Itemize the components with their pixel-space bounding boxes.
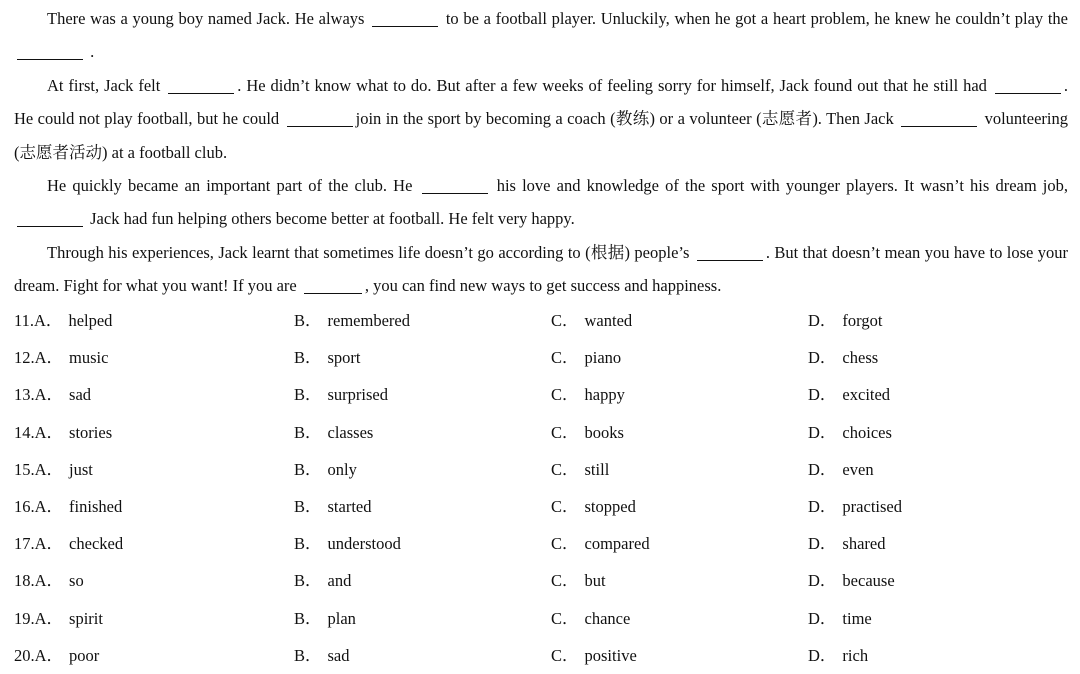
option-d bbox=[808, 637, 868, 674]
option-d bbox=[808, 488, 902, 525]
paragraph-4 bbox=[14, 236, 1068, 303]
option-c bbox=[551, 376, 625, 413]
option-text: rich bbox=[842, 645, 869, 665]
option-letter: A． bbox=[34, 496, 64, 516]
passage-text: . He didn’t know what to do. But after a few weeks of feeling sorry for himself, Jack found out that he still had bbox=[237, 75, 987, 95]
option-letter: D． bbox=[808, 311, 837, 330]
option-text: choices bbox=[842, 422, 892, 442]
blank-20 bbox=[304, 276, 362, 294]
option-text: remembered bbox=[327, 311, 410, 330]
option-letter: A． bbox=[34, 571, 64, 591]
option-d bbox=[808, 451, 874, 488]
option-text: even bbox=[842, 459, 874, 479]
option-letter: D． bbox=[808, 571, 837, 591]
question-row bbox=[14, 376, 1074, 413]
option-text: helped bbox=[68, 311, 113, 330]
option-text: chance bbox=[584, 608, 631, 628]
option-text: finished bbox=[69, 496, 123, 516]
option-c bbox=[551, 339, 621, 376]
option-letter: A． bbox=[34, 348, 64, 368]
option-c bbox=[551, 562, 606, 599]
option-text: and bbox=[327, 571, 352, 591]
option-letter: D． bbox=[808, 534, 837, 554]
passage-text: At first, Jack felt bbox=[47, 75, 161, 95]
option-letter: B． bbox=[294, 608, 322, 628]
paragraph-3 bbox=[14, 169, 1068, 236]
option-a bbox=[14, 600, 103, 637]
option-c bbox=[551, 488, 636, 525]
option-c bbox=[551, 414, 624, 451]
option-text: but bbox=[584, 571, 606, 591]
option-d bbox=[808, 525, 886, 562]
answer-options bbox=[14, 302, 1074, 674]
option-letter: A． bbox=[34, 608, 64, 628]
option-letter: C． bbox=[551, 385, 579, 405]
option-a bbox=[14, 488, 122, 525]
option-letter: B． bbox=[294, 459, 322, 479]
blank-13 bbox=[168, 76, 234, 94]
passage-text: . He could not play football, but he could bbox=[14, 75, 1068, 129]
option-letter: D． bbox=[808, 608, 837, 628]
blank-15 bbox=[287, 109, 353, 127]
passage-text: There was a young boy named Jack. He always bbox=[47, 9, 365, 28]
option-letter: A． bbox=[34, 459, 64, 479]
option-text: checked bbox=[69, 534, 124, 554]
passage-text: . But that doesn’t mean you have to lose your dream. Fight for what you want! If you are bbox=[14, 242, 1069, 296]
passage-text: . bbox=[90, 42, 95, 62]
blank-14 bbox=[995, 76, 1061, 94]
option-text: stories bbox=[69, 422, 113, 442]
question-number: 12. bbox=[14, 348, 35, 368]
option-c bbox=[551, 600, 630, 637]
question-number: 13. bbox=[14, 385, 35, 405]
option-letter: D． bbox=[808, 496, 837, 516]
option-letter: B． bbox=[294, 311, 322, 330]
option-b bbox=[294, 414, 373, 451]
question-row bbox=[14, 562, 1074, 599]
option-letter: A． bbox=[34, 534, 64, 554]
question-row bbox=[14, 488, 1074, 525]
option-text: still bbox=[584, 459, 610, 479]
blank-11 bbox=[372, 9, 438, 27]
option-letter: B． bbox=[294, 385, 322, 405]
option-b bbox=[294, 600, 356, 637]
option-b bbox=[294, 339, 361, 376]
option-letter: B． bbox=[294, 571, 322, 591]
option-letter: A． bbox=[34, 645, 64, 665]
blank-19 bbox=[697, 243, 763, 261]
option-b bbox=[294, 376, 388, 413]
option-letter: B． bbox=[294, 645, 322, 665]
option-b bbox=[294, 302, 410, 339]
option-letter: D． bbox=[808, 645, 837, 665]
option-text: chess bbox=[842, 348, 879, 368]
blank-12 bbox=[17, 42, 83, 60]
option-letter: A． bbox=[34, 385, 64, 405]
option-a bbox=[14, 339, 108, 376]
question-row bbox=[14, 525, 1074, 562]
option-a bbox=[14, 376, 91, 413]
option-text: music bbox=[69, 348, 109, 368]
option-letter: C． bbox=[551, 311, 579, 330]
option-text: excited bbox=[842, 385, 891, 405]
option-text: shared bbox=[842, 534, 886, 554]
question-number: 17. bbox=[14, 534, 35, 554]
question-number: 19. bbox=[14, 608, 35, 628]
question-row bbox=[14, 637, 1074, 674]
blank-16 bbox=[901, 109, 977, 127]
question-row bbox=[14, 600, 1074, 637]
question-number: 14. bbox=[14, 422, 35, 442]
option-text: poor bbox=[69, 645, 100, 665]
option-letter: C． bbox=[551, 534, 579, 554]
option-letter: D． bbox=[808, 459, 837, 479]
option-text: compared bbox=[584, 534, 650, 554]
option-b bbox=[294, 525, 401, 562]
question-row bbox=[14, 451, 1074, 488]
question-row bbox=[14, 302, 1074, 339]
option-a bbox=[14, 525, 123, 562]
option-letter: A． bbox=[34, 422, 64, 442]
option-b bbox=[294, 562, 351, 599]
blank-17 bbox=[422, 176, 488, 194]
option-a bbox=[14, 562, 84, 599]
option-text: just bbox=[69, 459, 93, 479]
passage-text: , you can find new ways to get success and happiness. bbox=[364, 276, 722, 296]
option-text: practised bbox=[842, 496, 902, 516]
option-letter: C． bbox=[551, 645, 579, 665]
option-d bbox=[808, 376, 890, 413]
option-letter: C． bbox=[551, 422, 579, 442]
option-c bbox=[551, 451, 609, 488]
option-letter: D． bbox=[808, 348, 837, 368]
option-letter: C． bbox=[551, 459, 579, 479]
option-letter: C． bbox=[551, 496, 579, 516]
option-d bbox=[808, 600, 872, 637]
option-text: sad bbox=[327, 645, 350, 665]
option-b bbox=[294, 451, 357, 488]
option-text: sad bbox=[69, 385, 92, 405]
option-a bbox=[14, 451, 93, 488]
question-number: 11. bbox=[14, 311, 35, 330]
option-text: piano bbox=[584, 348, 622, 368]
passage-text: to be a football player. Unluckily, when he got a heart problem, he knew he couldn’t play the bbox=[445, 9, 1068, 28]
option-text: spirit bbox=[69, 608, 103, 628]
option-text: only bbox=[327, 459, 357, 479]
option-a bbox=[14, 414, 112, 451]
option-text: sport bbox=[327, 348, 361, 368]
option-letter: B． bbox=[294, 496, 322, 516]
option-a bbox=[14, 302, 112, 339]
option-d bbox=[808, 562, 895, 599]
option-d bbox=[808, 339, 878, 376]
option-text: surprised bbox=[327, 385, 389, 405]
option-text: stopped bbox=[584, 496, 636, 516]
option-letter: B． bbox=[294, 348, 322, 368]
option-b bbox=[294, 488, 372, 525]
option-text: understood bbox=[327, 534, 401, 554]
option-letter: A． bbox=[34, 311, 63, 330]
option-text: started bbox=[327, 496, 372, 516]
passage-text: He quickly became an important part of the club. He bbox=[47, 176, 413, 196]
option-text: plan bbox=[327, 608, 356, 628]
option-letter: C． bbox=[551, 571, 579, 591]
cloze-passage bbox=[14, 2, 1068, 303]
option-text: wanted bbox=[584, 311, 633, 330]
question-number: 18. bbox=[14, 571, 35, 591]
passage-text: volunteering (志愿者活动) at a football club. bbox=[14, 109, 1068, 162]
option-text: because bbox=[842, 571, 895, 591]
passage-text: join in the sport by becoming a coach (教练) or a volunteer (志愿者). Then Jack bbox=[355, 109, 894, 129]
option-letter: D． bbox=[808, 385, 837, 405]
option-text: books bbox=[584, 422, 624, 442]
question-number: 16. bbox=[14, 496, 35, 516]
option-text: forgot bbox=[842, 311, 883, 330]
option-text: happy bbox=[584, 385, 625, 405]
option-c bbox=[551, 637, 637, 674]
question-row bbox=[14, 339, 1074, 376]
passage-text: his love and knowledge of the sport with younger players. It wasn’t his dream job, bbox=[496, 176, 1069, 196]
option-d bbox=[808, 414, 892, 451]
paragraph-1 bbox=[14, 2, 1068, 69]
option-letter: C． bbox=[551, 608, 579, 628]
option-letter: C． bbox=[551, 348, 579, 368]
option-text: time bbox=[842, 608, 872, 628]
option-a bbox=[14, 637, 99, 674]
option-letter: B． bbox=[294, 422, 322, 442]
passage-text: Jack had fun helping others become better at football. He felt very happy. bbox=[90, 209, 575, 229]
option-letter: D． bbox=[808, 422, 837, 442]
blank-18 bbox=[17, 209, 83, 227]
option-text: positive bbox=[584, 645, 637, 665]
paragraph-2 bbox=[14, 69, 1068, 169]
option-letter: B． bbox=[294, 534, 322, 554]
passage-text: Through his experiences, Jack learnt that sometimes life doesn’t go according to (根据) people’s bbox=[47, 242, 690, 262]
option-c bbox=[551, 525, 650, 562]
option-d bbox=[808, 302, 882, 339]
question-number: 15. bbox=[14, 459, 35, 479]
question-number: 20. bbox=[14, 645, 35, 665]
question-row bbox=[14, 414, 1074, 451]
option-b bbox=[294, 637, 350, 674]
option-text: so bbox=[69, 571, 84, 591]
option-text: classes bbox=[327, 422, 374, 442]
option-c bbox=[551, 302, 632, 339]
